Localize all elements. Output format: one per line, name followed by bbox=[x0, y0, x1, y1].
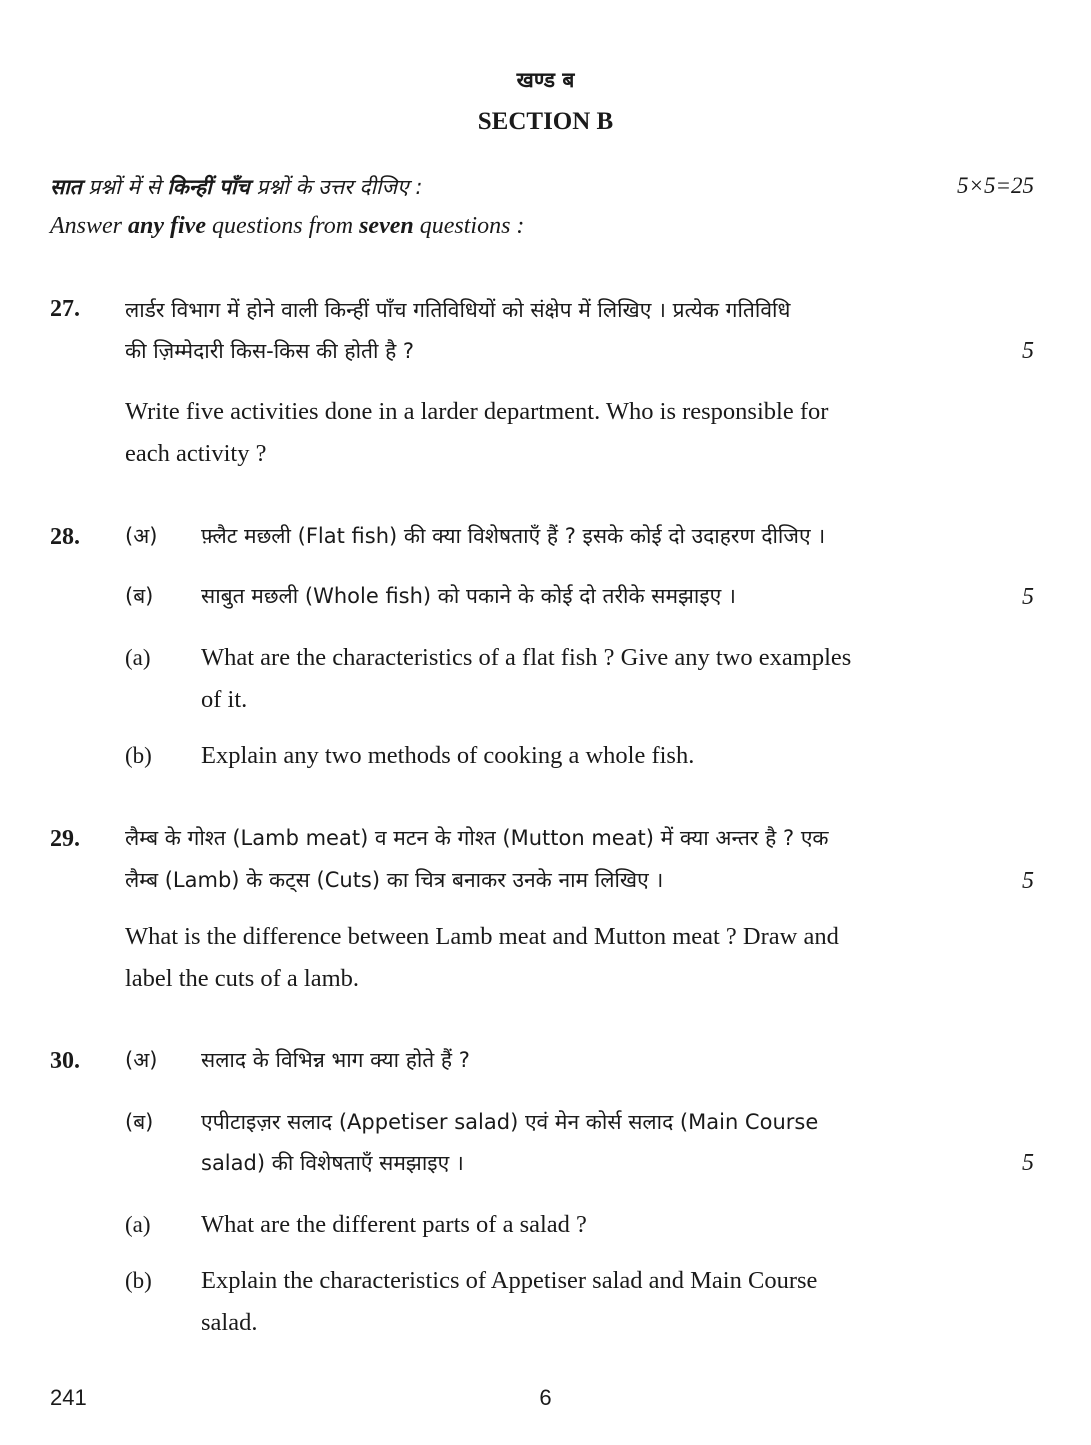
q30-label-a-hindi: (अ) bbox=[125, 1048, 158, 1072]
q27-hindi-line1: लार्डर विभाग में होने वाली किन्हीं पाँच गतिविधियों को संक्षेप में लिखिए । प्रत्येक गतिविधि bbox=[125, 298, 791, 322]
instr-hi-text1: प्रश्नों में से bbox=[81, 175, 168, 199]
q28-a-hindi: फ़्लैट मछली (Flat fish) की क्या विशेषताएँ हैं ? इसके कोई दो उदाहरण दीजिए । bbox=[201, 524, 826, 548]
paper-code: 241 bbox=[50, 1385, 87, 1410]
instr-hi-text2: प्रश्नों के उत्तर दीजिए : bbox=[249, 175, 423, 199]
q29-hindi-line1: लैम्ब के गोश्त (Lamb meat) व मटन के गोश्त (Mutton meat) में क्या अन्तर है ? एक bbox=[125, 826, 829, 850]
question-number-30: 30. bbox=[50, 1048, 80, 1074]
instr-en-bold-any-five: any five bbox=[128, 213, 206, 239]
instr-en-bold-seven: seven bbox=[359, 213, 414, 239]
english-instructions bbox=[50, 213, 524, 240]
q27-hindi-line2: की ज़िम्मेदारी किस-किस की होती है ? bbox=[125, 339, 415, 363]
q30-b-hindi-line2: salad) की विशेषताएँ समझाइए । bbox=[201, 1151, 464, 1175]
q30-label-b: (b) bbox=[125, 1268, 152, 1293]
q28-b-english: Explain any two methods of cooking a whole fish. bbox=[201, 742, 695, 769]
q30-marks: 5 bbox=[1022, 1150, 1034, 1176]
q30-a-english: What are the different parts of a salad ? bbox=[201, 1211, 587, 1238]
hindi-instructions bbox=[50, 173, 422, 201]
q29-marks: 5 bbox=[1022, 868, 1034, 894]
instr-en-mid: questions from bbox=[205, 213, 360, 239]
hindi-section-heading: खण्ड ब bbox=[516, 68, 575, 92]
instr-hi-bold-five: किन्हीं पाँच bbox=[167, 175, 250, 199]
q30-a-hindi: सलाद के विभिन्न भाग क्या होते हैं ? bbox=[201, 1048, 470, 1072]
q27-marks: 5 bbox=[1022, 338, 1034, 364]
q30-label-a: (a) bbox=[125, 1212, 151, 1237]
section-marks: 5×5=25 bbox=[956, 173, 1034, 198]
q27-english-line2: each activity ? bbox=[125, 440, 267, 467]
q28-a-english-line1: What are the characteristics of a flat fish ? Give any two examples bbox=[201, 644, 852, 671]
instr-en-pre: Answer bbox=[50, 213, 128, 239]
page-number: 6 bbox=[539, 1385, 552, 1410]
q29-english-line2: label the cuts of a lamb. bbox=[125, 965, 360, 992]
q30-label-b-hindi: (ब) bbox=[125, 1110, 154, 1134]
q28-marks: 5 bbox=[1022, 584, 1034, 610]
question-number-27: 27. bbox=[50, 296, 80, 322]
q30-b-english-line2: salad. bbox=[201, 1309, 258, 1336]
instr-en-post: questions : bbox=[413, 213, 525, 239]
section-title: SECTION B bbox=[477, 108, 614, 135]
question-number-28: 28. bbox=[50, 524, 80, 550]
q29-hindi-line2: लैम्ब (Lamb) के कट्स (Cuts) का चित्र बनाकर उनके नाम लिखिए । bbox=[125, 868, 664, 892]
q29-english-line1: What is the difference between Lamb meat and Mutton meat ? Draw and bbox=[125, 923, 839, 950]
question-number-29: 29. bbox=[50, 826, 80, 852]
q30-b-english-line1: Explain the characteristics of Appetiser salad and Main Course bbox=[201, 1267, 818, 1294]
q28-label-a: (a) bbox=[125, 645, 151, 670]
q27-english-line1: Write five activities done in a larder department. Who is responsible for bbox=[125, 398, 829, 425]
q28-label-b: (b) bbox=[125, 743, 152, 768]
q28-b-hindi: साबुत मछली (Whole fish) को पकाने के कोई दो तरीके समझाइए । bbox=[201, 584, 736, 608]
q28-a-english-line2: of it. bbox=[201, 686, 248, 713]
q30-b-hindi-line1: एपीटाइज़र सलाद (Appetiser salad) एवं मेन कोर्स सलाद (Main Course bbox=[201, 1110, 819, 1134]
q28-label-a-hindi: (अ) bbox=[125, 524, 158, 548]
q28-label-b-hindi: (ब) bbox=[125, 584, 154, 608]
instr-hi-bold-seven: सात bbox=[50, 175, 82, 199]
